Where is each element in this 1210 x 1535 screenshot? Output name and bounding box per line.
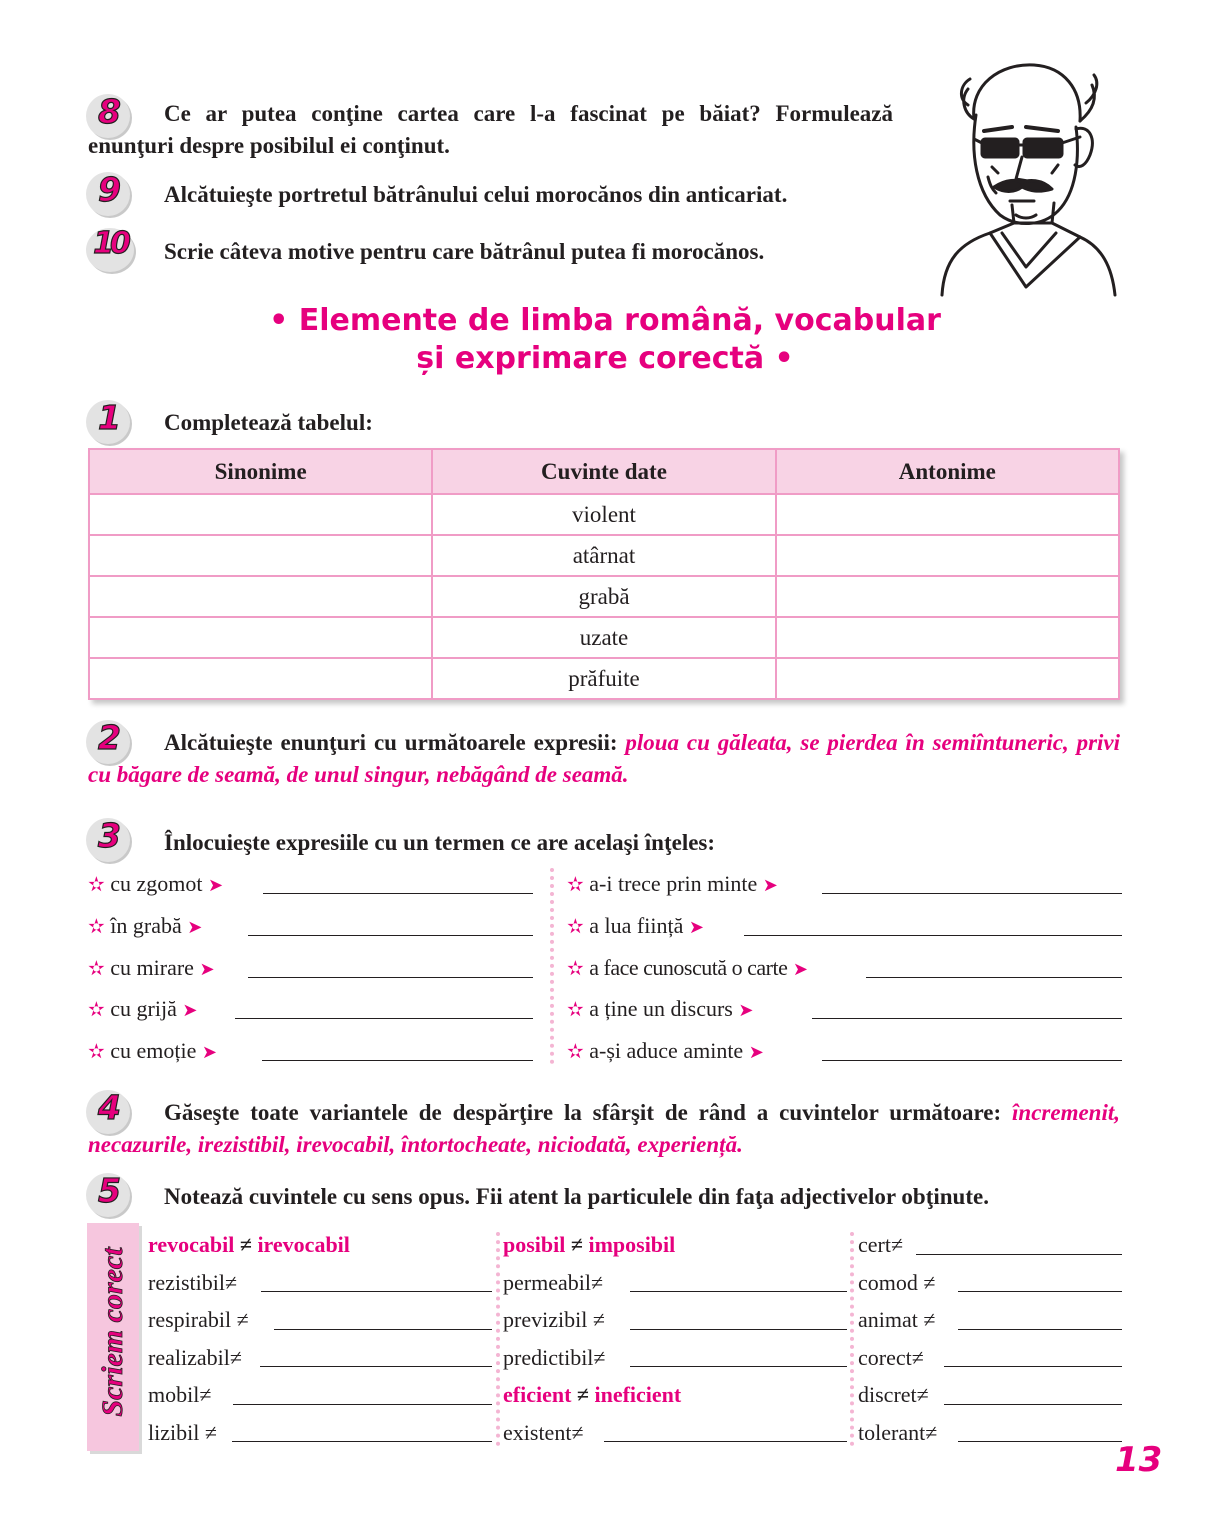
answer-line[interactable] [248,935,533,936]
synonym-cell[interactable] [89,576,432,617]
antonym-item: predictibil≠ [503,1339,847,1377]
exercise-9-text: Alcătuieşte portretul bătrânului celui morocănos din anticariat. [164,182,788,207]
answer-line[interactable] [822,893,1122,894]
antonym-item: corect≠ [858,1339,1122,1377]
answer-line[interactable] [744,935,1122,936]
answer-line[interactable] [630,1366,847,1367]
antonym-item: cert≠ [858,1226,1122,1264]
answer-line[interactable] [916,1254,1122,1255]
answer-line[interactable] [232,1441,492,1442]
exercise-number-badge: 5 [86,1173,130,1217]
answer-line[interactable] [958,1441,1122,1442]
answer-line[interactable] [958,1291,1122,1292]
old-man-illustration-icon [930,55,1120,300]
expression-item: ✫ a face cunoscută o carte ➤ [567,955,808,980]
exercise-number-badge: 2 [86,720,130,764]
antonym-item: comod ≠ [858,1264,1122,1302]
answer-line[interactable] [866,977,1122,978]
column-divider [850,1232,854,1446]
exercise-number-badge: 1 [86,400,130,444]
expression-item: ✫ a lua ființă ➤ [567,913,704,938]
exercise-1-text: Completează tabelul: [164,410,373,435]
exercise-10-text: Scrie câteva motive pentru care bătrânul putea fi morocănos. [164,239,765,264]
expression-item: ✫ cu emoție ➤ [88,1038,217,1063]
expression-item: ✫ a ține un discurs ➤ [567,996,754,1021]
answer-line[interactable] [260,1366,492,1367]
answer-line[interactable] [248,977,533,978]
answer-line[interactable] [262,1060,533,1061]
antonym-item: existent≠ [503,1414,847,1452]
synonym-cell[interactable] [89,658,432,699]
antonyms-column-1 [148,1226,492,1451]
answer-line[interactable] [958,1329,1122,1330]
answer-line[interactable] [812,1018,1122,1019]
expression-item: ✫ cu grijă ➤ [88,996,198,1021]
table-row [89,535,1119,576]
given-word-cell: grabă [432,576,775,617]
example-pair: revocabil ≠ irevocabil [148,1232,350,1257]
expression-item: ✫ cu mirare ➤ [88,955,215,980]
exercise-number-badge: 9 [86,172,130,216]
antonym-item: discret≠ [858,1376,1122,1414]
answer-line[interactable] [604,1441,847,1442]
answer-line[interactable] [235,1018,533,1019]
exercise-8-text: Ce ar putea conţine cartea care l-a fascinat pe băiat? Formulează enunţuri despre posibilul ei conţinut. [88,101,893,158]
expressions-list: ploua cu găleata, se pierdea în semiîntuneric, privi cu băgare de seamă, de unul singur, nebăgând de seamă. [88,730,1121,787]
exercise-2-text: Alcătuieşte enunţuri cu următoarele expresii: ploua cu găleata, se pierdea în semiîntuneric, privi cu băgare de seamă, de unul singur, nebăgând de seamă. [88,730,1121,787]
expression-item: ✫ a-i trece prin minte ➤ [567,871,778,896]
answer-line[interactable] [822,1060,1122,1061]
antonym-item: tolerant≠ [858,1414,1122,1452]
example-pair: eficient ≠ ineficient [503,1382,682,1407]
antonym-item: animat ≠ [858,1301,1122,1339]
table-row [89,494,1119,535]
given-word-cell: violent [432,494,775,535]
answer-line[interactable] [944,1404,1122,1405]
antonym-cell[interactable] [776,576,1119,617]
answer-line[interactable] [630,1329,847,1330]
expression-item: ✫ în grabă ➤ [88,913,203,938]
antonyms-column-3 [858,1226,1122,1451]
antonym-cell[interactable] [776,658,1119,699]
table-header: Antonime [776,449,1119,494]
answer-line[interactable] [274,1329,492,1330]
antonym-item: mobil≠ [148,1376,492,1414]
exercise-number-badge: 10 [86,228,134,272]
antonym-cell[interactable] [776,494,1119,535]
exercise-number-badge: 8 [86,94,130,138]
page-number: 13 [1115,1440,1163,1480]
table-row [89,576,1119,617]
answer-line[interactable] [630,1291,847,1292]
synonyms-antonyms-table [88,448,1120,700]
expression-item: ✫ cu zgomot ➤ [88,871,224,896]
antonyms-column-2 [503,1226,847,1451]
answer-line[interactable] [233,1404,492,1405]
expression-item: ✫ a-și aduce aminte ➤ [567,1038,764,1063]
exercise-3-text: Înlocuieşte expresiile cu un termen ce are acelaşi înţeles: [164,830,716,855]
table-row [89,658,1119,699]
antonym-item: lizibil ≠ [148,1414,492,1452]
section-heading: • Elemente de limba română, vocabular și exprimare corectă • [269,303,941,376]
exercise-5-text: Notează cuvintele cu sens opus. Fii atent la particulele din faţa adjectivelor obţinute. [164,1184,989,1209]
synonym-cell[interactable] [89,494,432,535]
column-divider [550,868,554,1064]
given-word-cell: prăfuite [432,658,775,699]
antonym-item: realizabil≠ [148,1339,492,1377]
example-pair: posibil ≠ imposibil [503,1232,676,1257]
synonym-cell[interactable] [89,617,432,658]
answer-line[interactable] [263,893,533,894]
table-row [89,617,1119,658]
antonym-cell[interactable] [776,535,1119,576]
exercise-4-text: Găseşte toate variantele de despărţire la sfârşit de rând a cuvintelor următoare: încremenit, necazurile, irezistibil, irevocabil, întortocheate, niciodată, experiență. [88,1100,1121,1157]
answer-line[interactable] [944,1366,1122,1367]
scriem-corect-label: Scriem corect [87,1223,139,1451]
exercise-number-badge: 4 [86,1090,130,1134]
column-divider [496,1232,500,1446]
antonym-item: permeabil≠ [503,1264,847,1302]
table-header: Sinonime [89,449,432,494]
table-header: Cuvinte date [432,449,775,494]
answer-line[interactable] [261,1291,492,1292]
words-list: încremenit, necazurile, irezistibil, irevocabil, întortocheate, niciodată, experiență. [88,1100,1121,1157]
synonym-cell[interactable] [89,535,432,576]
antonym-item: respirabil ≠ [148,1301,492,1339]
exercise-number-badge: 3 [86,818,130,862]
antonym-cell[interactable] [776,617,1119,658]
antonym-item: rezistibil≠ [148,1264,492,1302]
given-word-cell: atârnat [432,535,775,576]
antonym-item: previzibil ≠ [503,1301,847,1339]
given-word-cell: uzate [432,617,775,658]
